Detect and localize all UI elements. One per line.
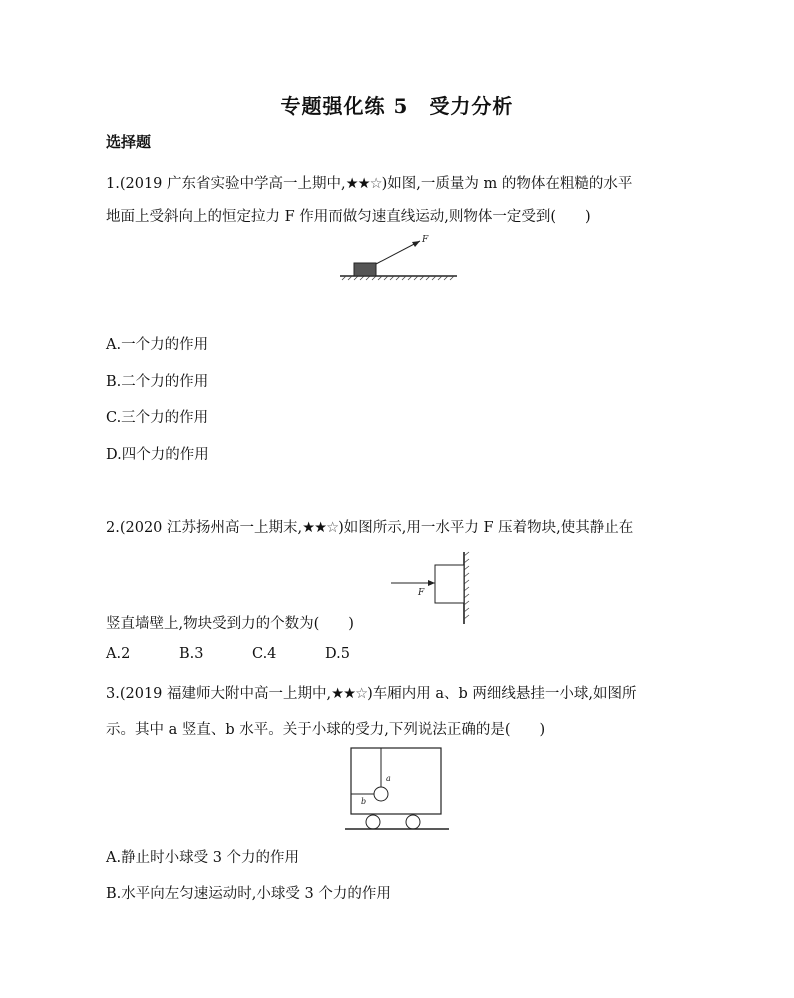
q1-line2: 地面上受斜向上的恒定拉力 F 作用而做匀速直线运动,则物体一定受到( ) bbox=[106, 209, 591, 225]
q3-figure-carriage bbox=[343, 746, 451, 832]
q1-force-arrowhead bbox=[412, 241, 420, 247]
q3-difficulty-stars: ★★☆ bbox=[331, 686, 368, 702]
q2-option-a: A.2 bbox=[106, 646, 131, 662]
q3-line2: 示。其中 a 竖直、b 水平。关于小球的受力,下列说法正确的是( ) bbox=[106, 722, 546, 738]
q3-stem-part1: )车厢内用 a、b 两细线悬挂一小球,如图所 bbox=[367, 686, 637, 702]
page-title: 专题强化练 5 受力分析 bbox=[280, 94, 514, 118]
q2-force-label: F bbox=[418, 588, 425, 598]
q3-ball bbox=[374, 787, 388, 801]
q1-source: 1.(2019 广东省实验中学高一上期中, bbox=[106, 176, 346, 192]
q1-force-label: F bbox=[422, 235, 429, 245]
q1-block bbox=[354, 263, 376, 276]
q2-difficulty-stars: ★★☆ bbox=[302, 520, 339, 536]
q2-option-d: D.5 bbox=[325, 646, 350, 662]
q1-stem-part1: )如图,一质量为 m 的物体在粗糙的水平 bbox=[381, 176, 633, 192]
q3-option-b: B.水平向左匀速运动时,小球受 3 个力的作用 bbox=[106, 886, 391, 902]
q2-source: 2.(2020 江苏扬州高一上期末, bbox=[106, 520, 303, 536]
q3-option-a: A.静止时小球受 3 个力的作用 bbox=[106, 850, 300, 866]
q2-option-b: B.3 bbox=[179, 646, 204, 662]
q3-label-a: a bbox=[386, 774, 391, 783]
q1-option-a: A.一个力的作用 bbox=[106, 337, 209, 353]
q1-line1 bbox=[106, 172, 632, 193]
q2-line1 bbox=[106, 516, 633, 537]
q3-line1 bbox=[106, 682, 637, 703]
q1-option-d: D.四个力的作用 bbox=[106, 447, 209, 463]
q3-source: 3.(2019 福建师大附中高一上期中, bbox=[106, 686, 332, 702]
q1-force-arrow bbox=[376, 241, 420, 264]
q2-figure-block-on-wall bbox=[388, 550, 474, 626]
q1-difficulty-stars: ★★☆ bbox=[345, 176, 382, 192]
q1-figure-block-on-ground bbox=[340, 230, 460, 282]
q2-force-arrowhead bbox=[428, 580, 435, 586]
q2-stem-part1: )如图所示,用一水平力 F 压着物块,使其静止在 bbox=[338, 520, 634, 536]
q3-wheel-right bbox=[406, 815, 420, 829]
q2-option-c: C.4 bbox=[252, 646, 277, 662]
q3-wheel-left bbox=[366, 815, 380, 829]
q1-option-c: C.三个力的作用 bbox=[106, 410, 209, 426]
section-heading: 选择题 bbox=[106, 133, 152, 151]
q2-line2: 竖直墙壁上,物块受到力的个数为( ) bbox=[106, 616, 354, 632]
q1-option-b: B.二个力的作用 bbox=[106, 374, 209, 390]
q2-block bbox=[435, 565, 464, 603]
q3-label-b: b bbox=[361, 797, 367, 806]
